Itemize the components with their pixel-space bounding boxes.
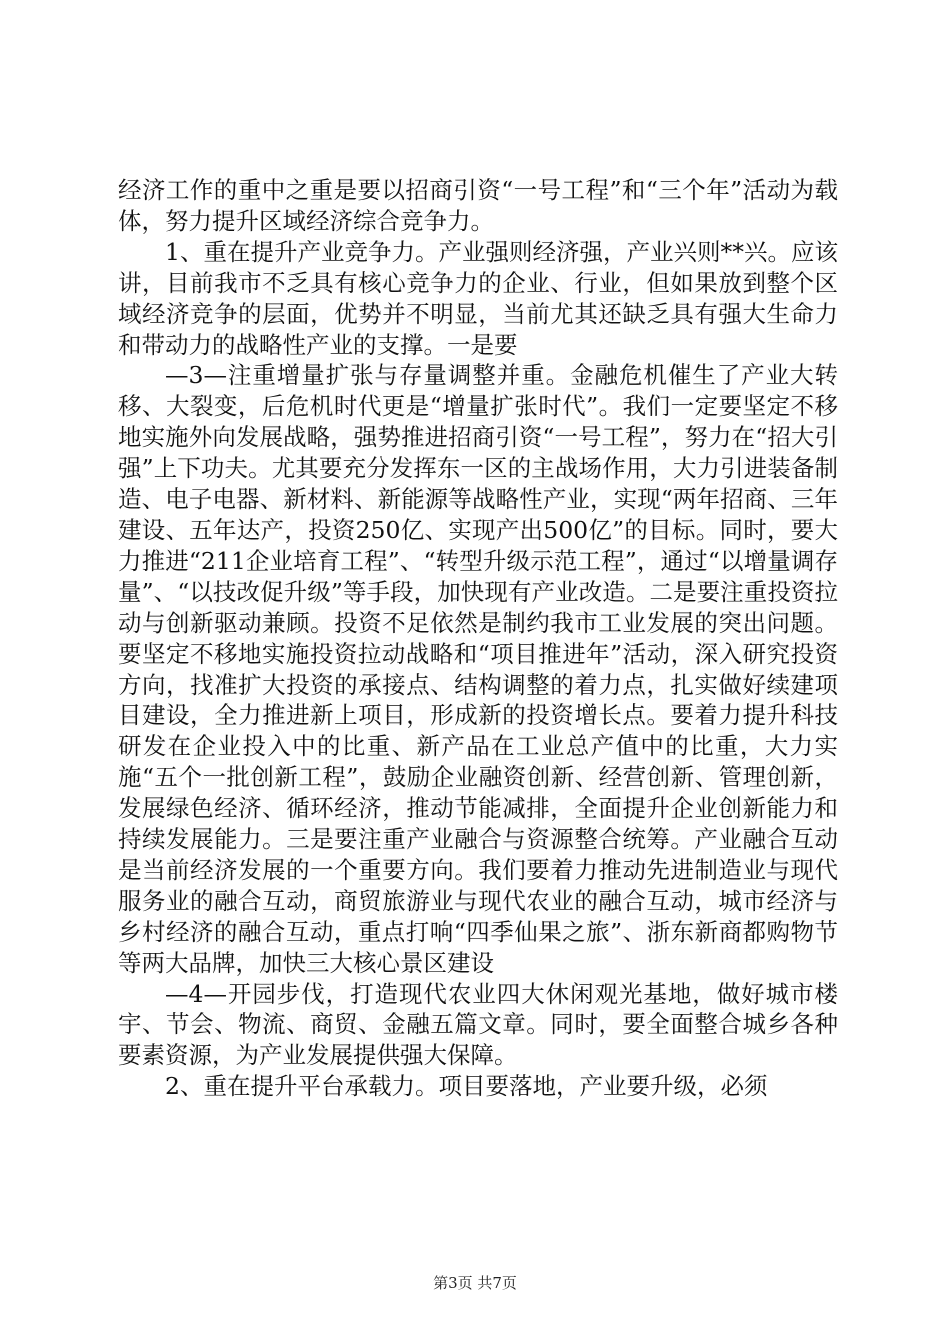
paragraph-4: —4—开园步伐，打造现代农业四大休闲观光基地，做好城市楼宇、节会、物流、商贸、金融五篇文章。同时，要全面整合城乡各种要素资源，为产业发展提供强大保障。 [118, 979, 838, 1070]
paragraph-3: —3—注重增量扩张与存量调整并重。金融危机催生了产业大转移、大裂变，后危机时代更是“增量扩张时代”。我们一定要坚定不移地实施外向发展战略，强势推进招商引资“一号工程”，努力在“招大引强”上下功夫。尤其要充分发挥东一区的主战场作用，大力引进装备制造、电子电器、新材料、新能源等战略性产业，实现“两年招商、三年建设、五年达产，投资250亿、实现产出500亿”的目标。同时，要大力推进“211企业培育工程”、“转型升级示范工程”，通过“以增量调存量”、“以技改促升级”等手段，加快现有产业改造。二是要注重投资拉动与创新驱动兼顾。投资不足依然是制约我市工业发展的突出问题。要坚定不移地实施投资拉动战略和“项目推进年”活动，深入研究投资方向，找准扩大投资的承接点、结构调整的着力点，扎实做好续建项目建设，全力推进新上项目，形成新的投资增长点。要着力提升科技研发在企业投入中的比重、新产品在工业总产值中的比重，大力实施“五个一批创新工程”，鼓励企业融资创新、经营创新、管理创新，发展绿色经济、循环经济，推动节能减排，全面提升企业创新能力和持续发展能力。三是要注重产业融合与资源整合统筹。产业融合互动是当前经济发展的一个重要方向。我们要着力推动先进制造业与现代服务业的融合互动，商贸旅游业与现代农业的融合互动，城市经济与乡村经济的融合互动，重点打响“四季仙果之旅”、浙东新商都购物节等两大品牌，加快三大核心景区建设 [118, 361, 838, 977]
paragraph-1: 经济工作的重中之重是要以招商引资“一号工程”和“三个年”活动为载体，努力提升区域经济综合竞争力。 [118, 176, 838, 235]
document-body [118, 175, 838, 1102]
page-number-footer: 第3页 共7页 [433, 1274, 517, 1292]
paragraph-2: 1、重在提升产业竞争力。产业强则经济强，产业兴则**兴。应该讲，目前我市不乏具有核心竞争力的企业、行业，但如果放到整个区域经济竞争的层面，优势并不明显，当前尤其还缺乏具有强大生命力和带动力的战略性产业的支撑。一是要 [118, 237, 838, 359]
paragraph-5: 2、重在提升平台承载力。项目要落地，产业要升级，必须 [165, 1072, 768, 1101]
